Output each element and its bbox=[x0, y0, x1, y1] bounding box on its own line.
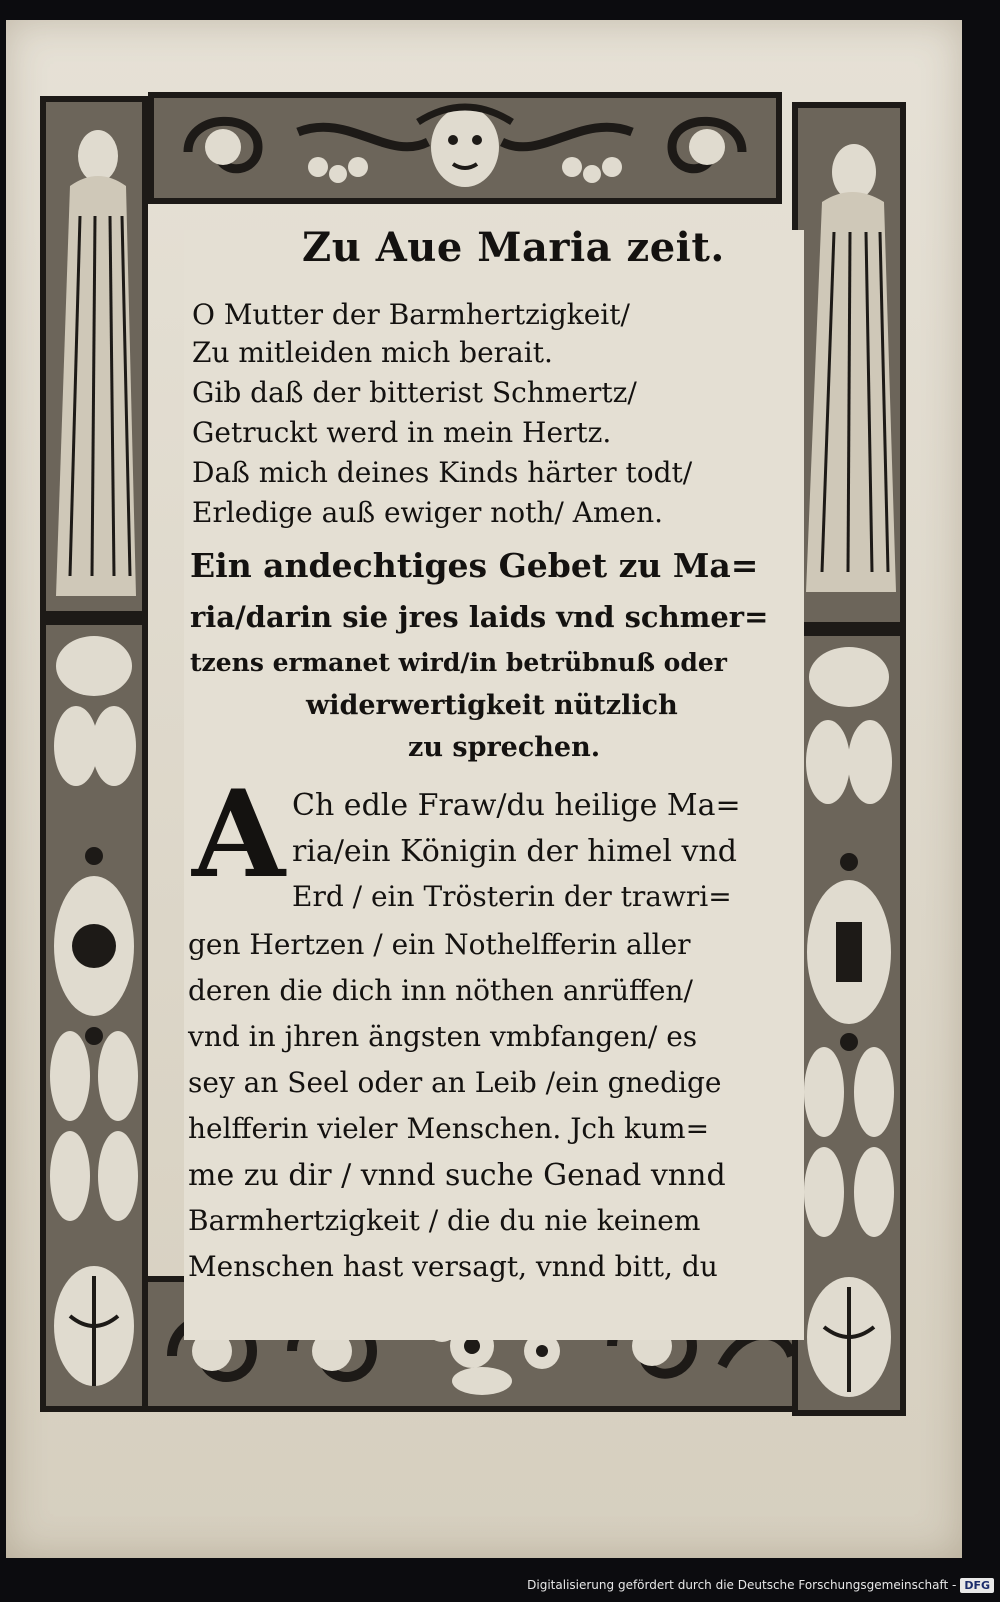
top-ornament bbox=[148, 92, 782, 204]
prayer-title-line: zu sprechen. bbox=[408, 732, 601, 763]
digitization-credit bbox=[527, 1574, 994, 1596]
verse-line: Daß mich deines Kinds härter todt/ bbox=[192, 456, 693, 489]
prayer-title-line: tzens ermanet wird/in betrübnuß oder bbox=[190, 648, 727, 677]
verse-line: Gib daß der bitterist Schmertz/ bbox=[192, 376, 637, 409]
verse-line: Zu mitleiden mich berait. bbox=[192, 336, 553, 369]
dfg-logo: DFG bbox=[960, 1578, 994, 1593]
right-pillar bbox=[792, 102, 906, 1416]
prayer-title-line: ria/darin sie jres laids vnd schmer= bbox=[190, 600, 769, 634]
book-page bbox=[6, 20, 962, 1558]
body-line: Ch edle Fraw/du heilige Ma= bbox=[292, 788, 741, 823]
prayer-title-line: Ein andechtiges Gebet zu Ma= bbox=[190, 546, 759, 585]
body-line: deren die dich inn nöthen anrüffen/ bbox=[188, 974, 693, 1007]
verse-line: Getruckt werd in mein Hertz. bbox=[192, 416, 612, 449]
body-line: helfferin vieler Menschen. Jch kum= bbox=[188, 1112, 710, 1145]
body-line: gen Hertzen / ein Nothelfferin aller bbox=[188, 928, 691, 961]
body-line: ria/ein Königin der himel vnd bbox=[292, 834, 737, 869]
body-line: Erd / ein Trösterin der trawri= bbox=[292, 880, 732, 913]
verse-line: Erledige auß ewiger noth/ Amen. bbox=[192, 496, 664, 529]
woodcut-border bbox=[40, 92, 920, 1428]
body-line: me zu dir / vnnd suche Genad vnnd bbox=[188, 1158, 726, 1193]
body-line: sey an Seel oder an Leib /ein gnedige bbox=[188, 1066, 722, 1099]
left-pillar bbox=[40, 96, 148, 1412]
credit-text: Digitalisierung gefördert durch die Deutsche Forschungsgemeinschaft - bbox=[527, 1578, 957, 1592]
prayer-title-line: widerwertigkeit nützlich bbox=[306, 690, 678, 721]
body-line: Menschen hast versagt, vnnd bitt, du bbox=[188, 1250, 718, 1283]
body-line: Barmhertzigkeit / die du nie keinem bbox=[188, 1204, 701, 1237]
verse-line: O Mutter der Barmhertzigkeit/ bbox=[192, 298, 630, 331]
text-block bbox=[184, 224, 804, 1340]
drop-cap: A bbox=[192, 764, 286, 905]
heading: Zu Aue Maria zeit. bbox=[302, 224, 725, 271]
body-line: vnd in jhren ängsten vmbfangen/ es bbox=[188, 1020, 698, 1053]
